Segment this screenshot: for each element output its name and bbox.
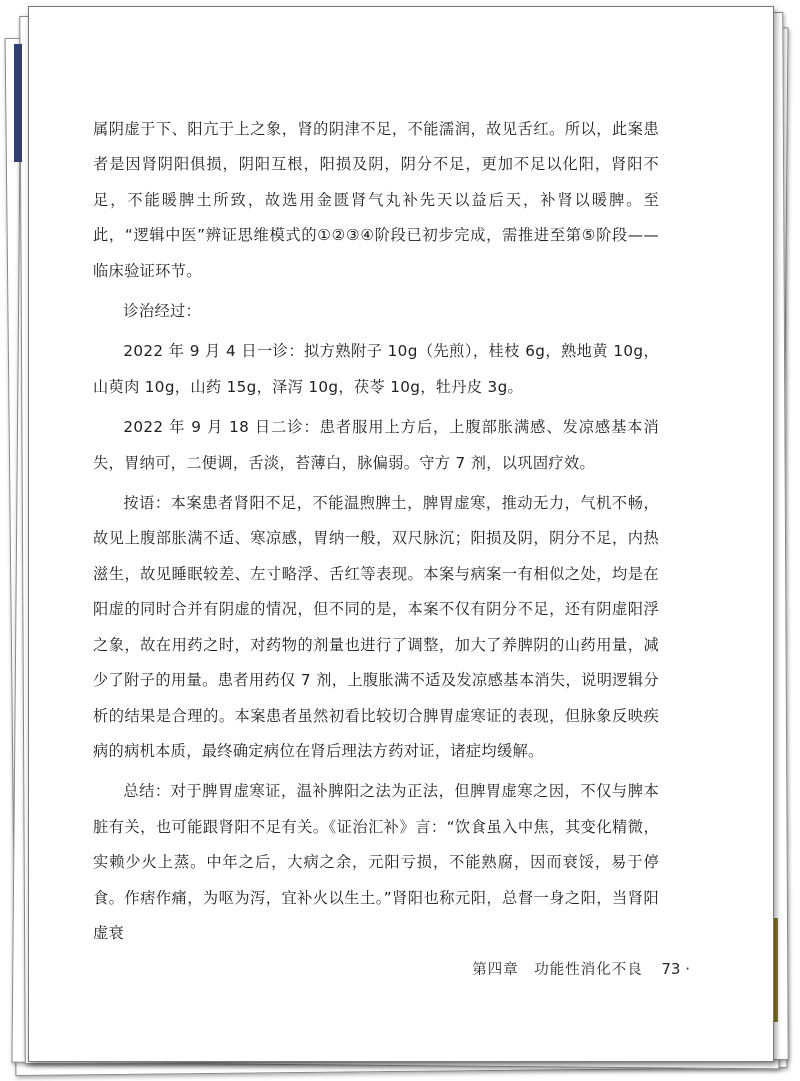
page-footer <box>472 958 690 979</box>
paragraph-first-visit: 2022 年 9 月 4 日一诊：拟方熟附子 10g（先煎），桂枝 6g，熟地黄 10g，山萸肉 10g，山药 15g，泽泻 10g，茯苓 10g，牡丹皮 3g。 <box>93 342 659 396</box>
chapter-title: 第四章 功能性消化不良 <box>472 962 643 978</box>
paragraph-summary: 总结：对于脾胃虚寒证，温补脾阳之法为正法，但脾胃虚寒之因，不仅与脾本脏有关，也可能跟肾阳不足有关。《证治汇补》言：“饮食虽入中焦，其变化精微，实赖少火上蒸。中年之后，大病之余，元阳亏损，不能熟腐，因而衰馁，易于停食。作痞作痛，为呕为泻，宜补火以生土。”肾阳也称元阳，总督一身之阳，当肾阳虚衰 <box>93 782 659 942</box>
paragraph-second-visit: 2022 年 9 月 18 日二诊：患者服用上方后，上腹部胀满感、发凉感基本消失，胃纳可，二便调，舌淡，苔薄白，脉偏弱。守方 7 剂，以巩固疗效。 <box>93 418 659 472</box>
navy-edge-accent <box>14 44 22 162</box>
paragraph-continuation: 属阴虚于下、阳亢于上之象，肾的阴津不足，不能濡润，故见舌红。所以，此案患者是因肾阴阳俱损，阴阳互根，阳损及阴，阴分不足，更加不足以化阳，肾阳不足，不能暖脾土所致，故选用金匮肾气丸补先天以益后天，补肾以暖脾。至此，“逻辑中医”辨证思维模式的①②③④阶段已初步完成，需推进至第⑤阶段——临床验证环节。 <box>93 120 659 280</box>
paragraph-treatment-heading: 诊治经过： <box>123 302 202 321</box>
paragraph-commentary: 按语：本案患者肾阳不足，不能温煦脾土，脾胃虚寒，推动无力，气机不畅，故见上腹部胀满不适、寒凉感，胃纳一般，双尺脉沉；阳损及阴，阴分不足，内热滋生，故见睡眠较差、左寸略浮、舌红等表现。本案与病案一有相似之处，均是在阳虚的同时合并有阴虚的情况，但不同的是，本案不仅有阴分不足，还有阴虚阳浮之象，故在用药之时，对药物的剂量也进行了调整，加大了养脾阴的山药用量，减少了附子的用量。患者用药仅 7 剂，上腹胀满不适及发凉感基本消失，说明逻辑分析的结果是合理的。本案患者虽然初看比较切合脾胃虚寒证的表现，但脉象反映疾病的病机本质，最终确定病位在肾后理法方药对证，诸症均缓解。 <box>93 494 659 760</box>
page-number: 73 · <box>661 960 690 978</box>
page-body <box>93 112 659 956</box>
